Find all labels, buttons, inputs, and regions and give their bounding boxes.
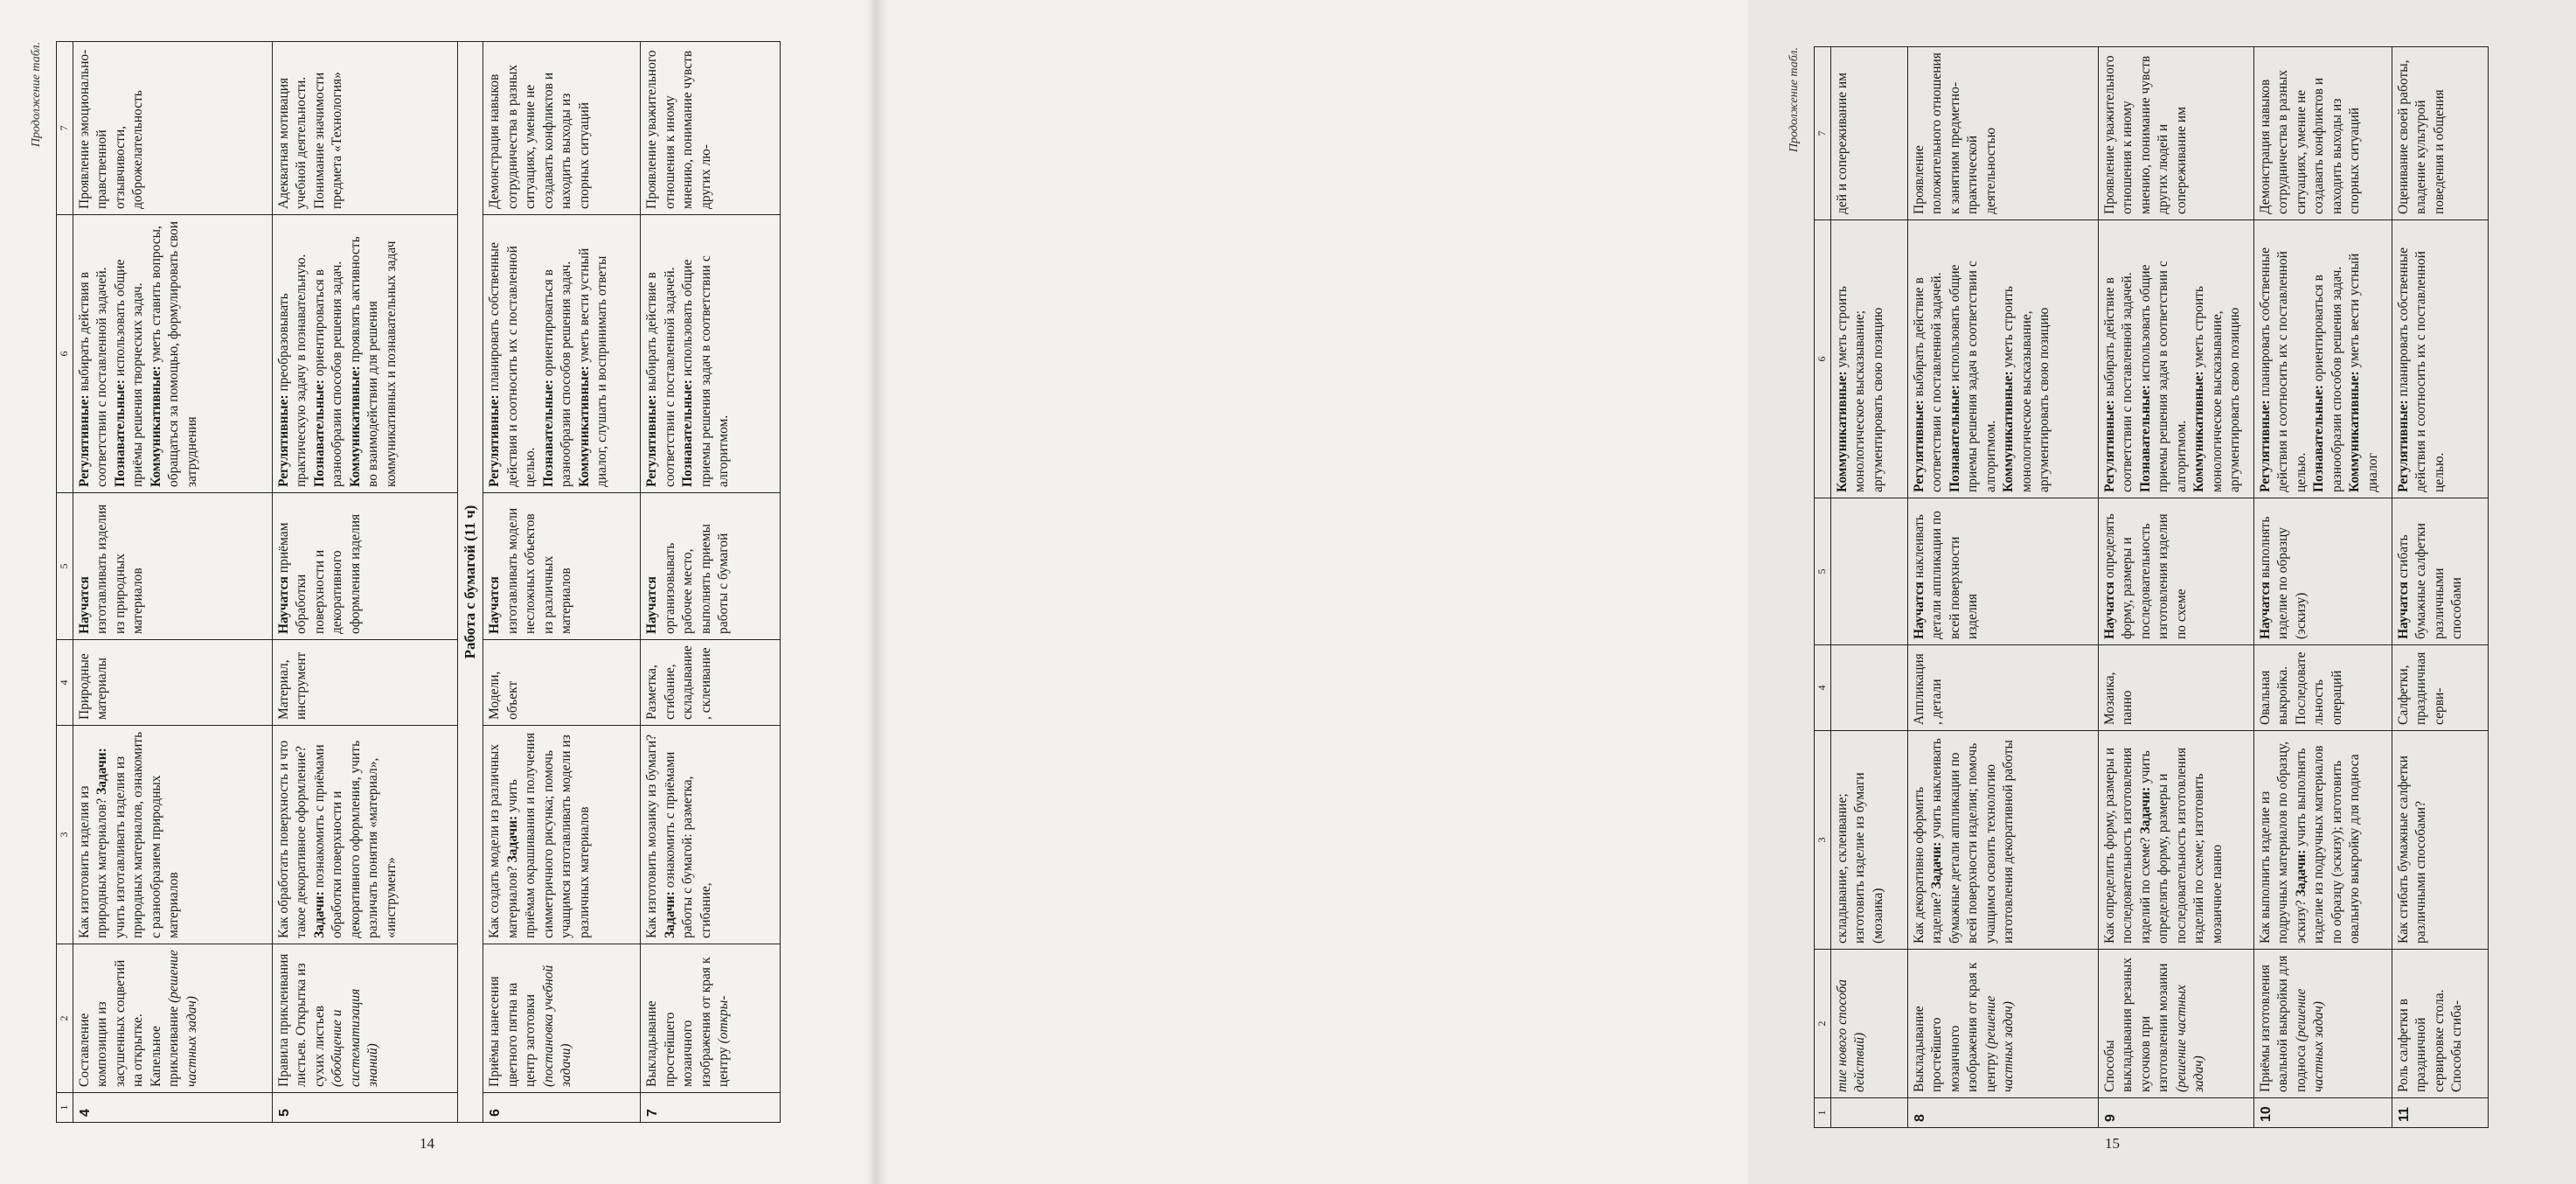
uud-text: выбирать действие в соответствии с поставленной задачей. <box>644 267 677 487</box>
result-text: изготавливать изделия из природных материалов <box>94 504 146 634</box>
uud-item <box>2310 226 2346 492</box>
personal-results: Демонстрация навыков сотрудничества в разных ситуациях, умение не создавать конфликтов и находить выходы из спорных ситуаций <box>483 42 641 215</box>
lesson-topic <box>73 944 272 1093</box>
subject-results <box>2392 498 2488 645</box>
personal-results: Проявление уважительного отношения к иному мнению, понимание чувств других лю- <box>641 42 781 215</box>
uud-results <box>1907 220 2098 498</box>
uud-label: Познавательные: <box>1947 385 1962 492</box>
uud-item <box>2346 226 2382 492</box>
problem-and-tasks <box>272 726 457 944</box>
uud-text: уметь ставить вопросы, обращаться за помощью, формулировать свои затруднения <box>148 220 199 487</box>
lesson-type: (решение частных задач) <box>2293 988 2327 1092</box>
result-text: наклеивать детали аппликации по всей поверхности изделия <box>1911 511 1981 639</box>
lesson-table <box>1814 46 2489 1128</box>
uud-label: Коммуникативные: <box>576 366 592 487</box>
problem-question: Как обработать поверхность и что такое декоративное оформление? <box>275 740 309 938</box>
uud-item <box>643 220 679 487</box>
result-text: сгибать бумажные салфетки различными способами <box>2395 523 2465 639</box>
uud-text: использовать общие приемы решения задач в соответствии с алгоритмом. <box>2137 261 2189 492</box>
lesson-type: тие нового способа действий) <box>1834 979 1868 1092</box>
key-concepts: Модели, объект <box>483 640 641 726</box>
uud-text: выбирать действие в соответствии с поставленной задачей. <box>2101 272 2135 492</box>
uud-label: Регулятивные: <box>487 394 503 487</box>
subject-results <box>272 493 457 640</box>
uud-text: уметь строить монологическое высказывание; аргументировать свою позицию <box>1834 286 1885 492</box>
uud-text: уметь вести устный диалог <box>2347 253 2380 492</box>
result-text: выполнять изделие по образцу (эскизу) <box>2257 516 2309 639</box>
uud-text: уметь строить монологическое высказывание, аргументировать свою позицию <box>2191 286 2242 492</box>
uud-label: Коммуникативные: <box>2191 371 2207 492</box>
lesson-topic <box>2253 950 2392 1098</box>
column-number: 6 <box>57 215 73 493</box>
uud-text: уметь строить монологическое высказывание, аргументировать свою позицию <box>2001 286 2052 492</box>
personal-results: Проявление положительного отношения к занятиям предметно-практической деятельностью <box>1907 47 2098 220</box>
lesson-topic <box>272 944 457 1093</box>
header-row <box>57 42 73 1123</box>
uud-label: Познавательные: <box>680 380 696 487</box>
problem-question: Как создать модели из различных материалов? <box>487 743 520 938</box>
uud-results <box>2098 220 2253 498</box>
section-title: Работа с бумагой (11 ч) <box>457 42 483 1123</box>
personal-results: Проявление уважительного отношения к иному мнению, понимание чувств других людей и сопереживание им <box>2098 47 2253 220</box>
uud-text: выбирать действия в соответствии с поставленной задачей. <box>76 267 110 487</box>
key-concepts: Разметка, сгибание, складывание, склеивание <box>641 640 781 726</box>
result-text: приёмам обработки поверхности и декоративного оформления изделия <box>275 513 363 634</box>
result-text: организовывать рабочее место, выполнять приемы работы с бумагой <box>662 524 732 634</box>
subject-results <box>483 493 641 640</box>
personal-results: дей и сопереживание им <box>1830 47 1907 220</box>
result-label: Научатся <box>644 576 660 634</box>
table-row <box>2392 47 2488 1128</box>
personal-results: Адекватная мотивация учебной деятельности. Понимание значимости предмета «Технология» <box>272 42 457 215</box>
problem-and-tasks <box>2098 731 2253 950</box>
table-row <box>1830 47 1907 1128</box>
tasks-label: Задачи: <box>311 891 327 938</box>
subject-results <box>2253 498 2392 645</box>
uud-label: Коммуникативные: <box>347 366 363 487</box>
subject-results <box>1830 498 1907 645</box>
tasks-label: Задачи: <box>504 815 520 863</box>
uud-item <box>347 220 400 487</box>
right-table-rotated <box>1788 47 2576 1128</box>
uud-results <box>483 215 641 493</box>
problem-and-tasks <box>2253 731 2392 950</box>
personal-results: Оценивание своей работы, владение культурой поведения и общения <box>2392 47 2488 220</box>
lesson-type: (обобщение и систематизация знаний) <box>330 988 381 1087</box>
result-label: Научатся <box>76 576 92 634</box>
lesson-type: (решение частных задач) <box>166 950 199 1087</box>
column-number: 2 <box>57 944 73 1093</box>
uud-text: преобразовывать практическую задачу в познавательную. <box>275 254 309 487</box>
continuation-label: Продолжение табл. <box>30 42 43 148</box>
column-number: 6 <box>1815 220 1831 498</box>
uud-item <box>1911 226 1947 492</box>
problem-and-tasks <box>73 726 272 944</box>
uud-label: Познавательные: <box>311 380 327 487</box>
uud-results <box>272 215 457 493</box>
uud-text: планировать собственные действия и соотносить их с поставленной целью. <box>2257 247 2309 492</box>
column-number: 5 <box>1815 498 1831 645</box>
lesson-number: 4 <box>73 1093 272 1123</box>
tasks-text: учить изготавливать изделия из природных материалов, ознакомить с разнообразием природных материалов <box>112 731 182 938</box>
result-label: Научатся <box>275 576 291 634</box>
result-label: Научатся <box>2395 582 2411 639</box>
uud-text: использовать общие приёмы решения творческих задач. <box>112 259 146 487</box>
uud-item <box>1834 226 1887 492</box>
key-concepts: Природные материалы <box>73 640 272 726</box>
problem-and-tasks <box>1907 731 2098 950</box>
uud-label: Регулятивные: <box>2257 400 2273 492</box>
lesson-number: 11 <box>2392 1098 2488 1128</box>
left-table-rotated <box>30 42 829 1123</box>
column-number: 2 <box>1815 950 1831 1098</box>
result-label: Научатся <box>487 576 503 634</box>
lesson-type: (постановка учебной задачи) <box>540 965 574 1087</box>
uud-results <box>73 215 272 493</box>
uud-item <box>1947 226 2000 492</box>
problem-and-tasks <box>2392 731 2488 950</box>
page-number: 15 <box>2105 1135 2120 1152</box>
uud-item <box>576 220 612 487</box>
column-number: 7 <box>57 42 73 215</box>
lesson-number: 8 <box>1907 1098 2098 1128</box>
key-concepts: Материал, инструмент <box>272 640 457 726</box>
column-number: 5 <box>57 493 73 640</box>
tasks-label: Задачи: <box>94 748 110 795</box>
tasks-label: Задачи: <box>2293 849 2309 897</box>
table-row <box>2253 47 2392 1128</box>
uud-label: Регулятивные: <box>1911 400 1927 492</box>
problem-question: Как изготовить изделия из природных материалов? <box>76 785 110 938</box>
problem-and-tasks <box>1830 731 1907 950</box>
uud-label: Коммуникативные: <box>1834 371 1850 492</box>
uud-label: Регулятивные: <box>275 394 291 487</box>
uud-item <box>275 220 311 487</box>
uud-results <box>2392 220 2488 498</box>
tasks-text: ознакомить с приёмами работы с бумагой: разметка, сгибание, <box>662 751 713 938</box>
tasks-label: Задачи: <box>1929 841 1945 889</box>
lesson-topic <box>483 944 641 1093</box>
tasks-text: учить определять форму, размеры и последовательность изготовления изделий по схеме; изготовить мозаичное панно <box>2137 747 2225 944</box>
tasks-label: Задачи: <box>662 891 677 938</box>
tasks-text: познакомить с приёмами обработки поверхности и декоративного оформления, учить различать понятия «материал», «инструмент» <box>311 740 399 938</box>
tasks-label: Задачи: <box>2137 786 2153 834</box>
uud-label: Регулятивные: <box>644 394 660 487</box>
uud-item <box>311 220 347 487</box>
uud-results <box>2253 220 2392 498</box>
uud-label: Коммуникативные: <box>2001 371 2017 492</box>
uud-label: Познавательные: <box>2137 385 2153 492</box>
uud-label: Познавательные: <box>2311 385 2327 492</box>
uud-text: использовать общие приемы решения задач в соответствии с алгоритмом. <box>680 255 732 487</box>
topic-text: Приёмы нанесения цветного пятна на центр заготовки <box>487 976 538 1087</box>
topic-text: Выкладывание простейшего мозаичного изображения от края к центру <box>644 957 732 1087</box>
uud-label: Коммуникативные: <box>2347 371 2363 492</box>
uud-item <box>2000 226 2053 492</box>
uud-text: ориентироваться в разнообразии способов решения задач. <box>540 261 574 487</box>
uud-text: ориентироваться в разнообразии способов решения задач. <box>311 261 345 487</box>
column-number: 1 <box>57 1093 73 1123</box>
column-number: 3 <box>1815 731 1831 950</box>
uud-text: проявлять активность во взаимодействии для решения коммуникативных и познавательных задач <box>347 236 399 487</box>
uud-label: Познавательные: <box>112 380 128 487</box>
lesson-topic <box>2098 950 2253 1098</box>
subject-results <box>641 493 781 640</box>
uud-item <box>112 220 148 487</box>
lesson-number <box>1830 1098 1907 1128</box>
table-row <box>73 42 272 1123</box>
personal-results: Проявление эмоционально-правственной отзывчивости, доброжелательность <box>73 42 272 215</box>
result-label: Научатся <box>2101 582 2117 639</box>
book-gutter <box>865 0 886 1184</box>
result-label: Научатся <box>1911 582 1927 639</box>
problem-question: складывание, склеивание; изготовить изделие из бумаги (мозаика) <box>1834 772 1885 944</box>
topic-text: Составление композиции из засушенных соцветий на открытке. Капельное приклеивание <box>76 959 182 1087</box>
right-page <box>874 0 2465 1184</box>
continuation-label: Продолжение табл. <box>1788 47 1801 153</box>
uud-label: Коммуникативные: <box>148 366 163 487</box>
left-page <box>0 0 874 1184</box>
lesson-number: 6 <box>483 1093 641 1123</box>
topic-text: Приёмы изготовления овальной выкройки для подноса <box>2257 955 2309 1092</box>
lesson-number: 10 <box>2253 1098 2392 1128</box>
problem-and-tasks <box>641 726 781 944</box>
column-number: 4 <box>1815 645 1831 731</box>
lesson-topic <box>2392 950 2488 1098</box>
subject-results <box>1907 498 2098 645</box>
uud-text: планировать собственные действия и соотносить их с поставленной целью. <box>487 242 538 487</box>
lesson-topic <box>641 944 781 1093</box>
section-row <box>457 42 483 1123</box>
lesson-number: 5 <box>272 1093 457 1123</box>
uud-label: Регулятивные: <box>2101 400 2117 492</box>
lesson-table <box>56 41 781 1123</box>
uud-item <box>148 220 201 487</box>
tasks-text: учить выполнять изделие из подручных материалов по образцу (эскизу); изготовить овальную выкройку для подноса <box>2293 745 2363 944</box>
problem-question: Как выполнить изделие из подручных материалов по образцу, эскизу? <box>2257 741 2309 944</box>
topic-text: Выкладывание простейшего мозаичного изображения от края к центру <box>1911 962 1998 1092</box>
lesson-number: 7 <box>641 1093 781 1123</box>
column-number: 7 <box>1815 47 1831 220</box>
problem-question: Как определить форму, размеры и последовательность изготовления изделий по схеме? <box>2101 747 2153 944</box>
problem-question: Как сгибать бумажные салфетки различными способами? <box>2395 756 2429 944</box>
result-label: Научатся <box>2257 582 2273 639</box>
result-text: изготавливать модели несложных объектов из различных материалов <box>504 507 574 634</box>
uud-text: планировать собственные действия и соотносить их с поставленной целью. <box>2395 247 2447 492</box>
table-row <box>2098 47 2253 1128</box>
uud-text: использовать общие приемы решения задач в соответствии с алгоритмом. <box>1947 261 1998 492</box>
problem-question: Как изготовить мозаику из бумаги? <box>644 734 660 938</box>
uud-label: Регулятивные: <box>2395 400 2411 492</box>
tasks-text: учить наклеивать бумажные детали аппликации по всей поверхности изделия; помочь учащимся освоить технологию изготовления декоративной работы <box>1929 738 2017 944</box>
uud-item <box>486 220 539 487</box>
uud-item <box>679 220 733 487</box>
key-concepts: Мозаика, панно <box>2098 645 2253 731</box>
key-concepts: Аппликация, детали <box>1907 645 2098 731</box>
topic-text: Способы выкладывания резаных кусочков при изготовлении мозаики <box>2101 957 2171 1092</box>
table-row <box>483 42 641 1123</box>
subject-results <box>2098 498 2253 645</box>
lesson-type: (решение частных задач) <box>2173 985 2207 1092</box>
lesson-topic <box>1830 950 1907 1098</box>
page-number: 14 <box>420 1135 434 1152</box>
key-concepts <box>1830 645 1907 731</box>
result-text: определять форму, размеры и последовательность изготовления изделия по схеме <box>2101 513 2189 639</box>
subject-results <box>73 493 272 640</box>
lesson-type: (откры- <box>716 995 732 1044</box>
column-number: 1 <box>1815 1098 1831 1128</box>
column-number: 4 <box>57 640 73 726</box>
lesson-type: (решение частных задач) <box>1982 995 2017 1092</box>
table-row <box>272 42 457 1123</box>
uud-text: ориентироваться в разнообразии способов решения задач. <box>2311 266 2344 492</box>
uud-item <box>2395 226 2448 492</box>
key-concepts: Салфетки, праздничная серви- <box>2392 645 2488 731</box>
uud-label: Регулятивные: <box>76 394 92 487</box>
topic-text: Роль салфетки в праздничной сервировке стола. Способы сгиба- <box>2395 989 2465 1092</box>
uud-item <box>2191 226 2244 492</box>
uud-text: уметь вести устный диалог, слушать и воспринимать ответы <box>576 247 609 487</box>
problem-and-tasks <box>483 726 641 944</box>
table-row <box>641 42 781 1123</box>
lesson-number: 9 <box>2098 1098 2253 1128</box>
header-row <box>1815 47 1831 1128</box>
uud-item <box>540 220 576 487</box>
uud-item <box>76 220 112 487</box>
lesson-topic <box>1907 950 2098 1098</box>
uud-label: Познавательные: <box>540 380 556 487</box>
uud-results <box>641 215 781 493</box>
topic-text: Правила приклеивания листьев. Открытка из сухих листьев <box>275 953 327 1087</box>
uud-results <box>1830 220 1907 498</box>
key-concepts: Овальная выкройка. Последовательность операций <box>2253 645 2392 731</box>
tasks-text: учить приёмам окрашивания и получения симметричного рисунка; помочь учащимся изготавливать модели из различных материалов <box>504 732 592 938</box>
uud-item <box>2257 226 2310 492</box>
personal-results: Демонстрация навыков сотрудничества в разных ситуациях, умение не создавать конфликтов и находить выходы из спорных ситуаций <box>2253 47 2392 220</box>
uud-text: выбирать действие в соответствии с поставленной задачей. <box>1911 272 1945 492</box>
column-number: 3 <box>57 726 73 944</box>
table-row <box>1907 47 2098 1128</box>
uud-item <box>2101 226 2137 492</box>
problem-question: Как декоративно оформить изделие? <box>1911 786 1945 944</box>
uud-item <box>2137 226 2191 492</box>
